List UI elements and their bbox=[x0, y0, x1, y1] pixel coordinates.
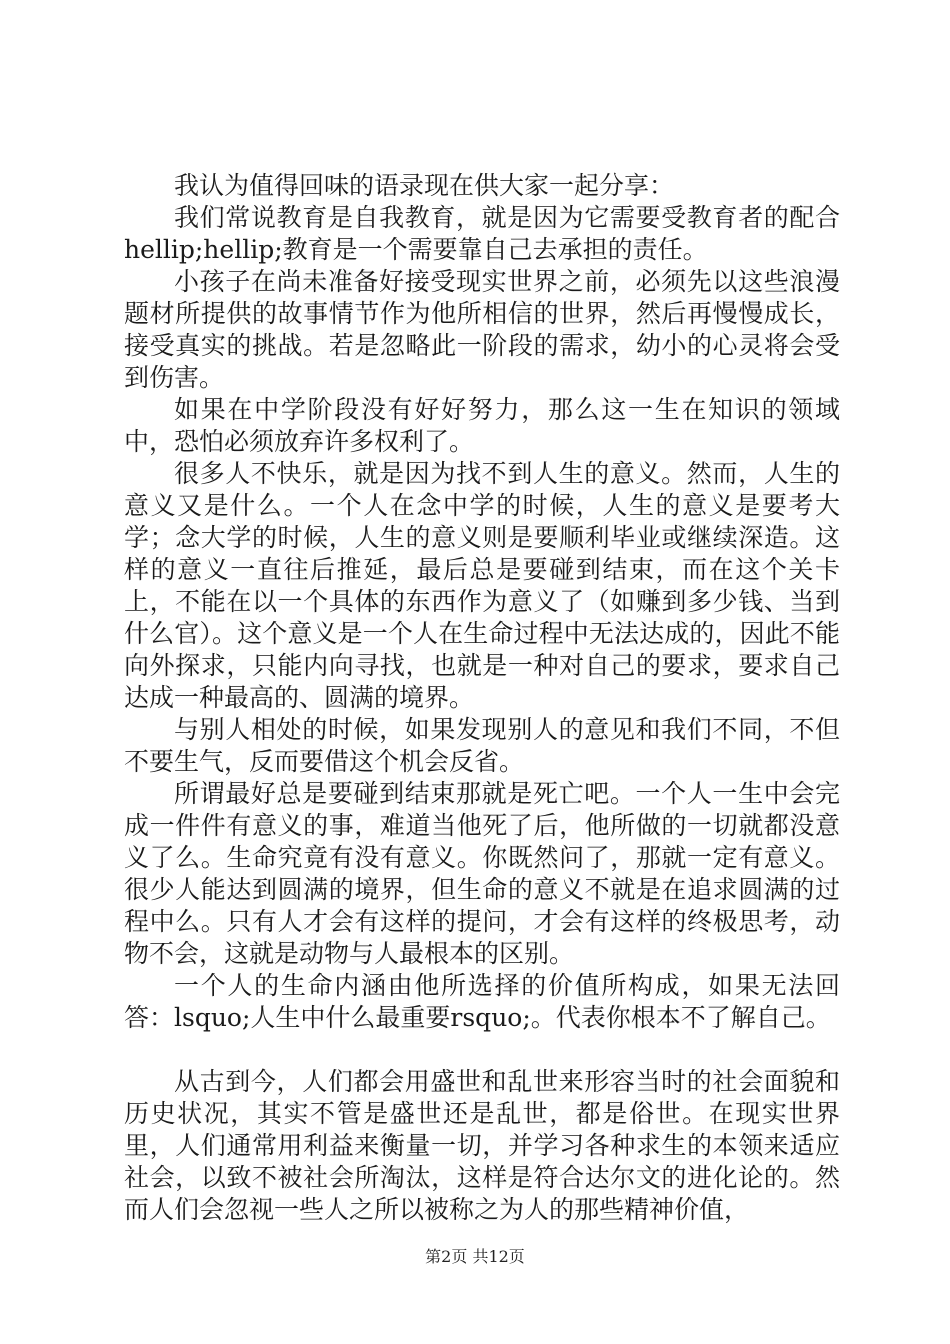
paragraph-middle-school: 如果在中学阶段没有好好努力，那么这一生在知识的领域中，恐怕必须放弃许多权利了。 bbox=[124, 395, 840, 456]
paragraph-society: 从古到今，人们都会用盛世和乱世来形容当时的社会面貌和历史状况，其实不管是盛世还是乱世，都是俗世。在现实世界里，人们通常用利益来衡量一切，并学习各种求生的本领来适应社会，以致不被社会所淘汰，这样是符合达尔文的进化论的。然而人们会忽视一些人之所以被称之为人的那些精神价值， bbox=[124, 1067, 840, 1224]
paragraph-values: 一个人的生命内涵由他所选择的价值所构成，如果无法回答：lsquo;人生中什么最重要rsquo;。代表你根本不了解自己。 bbox=[124, 971, 840, 1032]
paragraph-children: 小孩子在尚未准备好接受现实世界之前，必须先以这些浪漫题材所提供的故事情节作为他所相信的世界，然后再慢慢成长，接受真实的挑战。若是忽略此一阶段的需求，幼小的心灵将会受到伤害。 bbox=[124, 267, 840, 392]
paragraph-intro: 我认为值得回味的语录现在供大家一起分享： bbox=[174, 171, 675, 200]
page-number-footer: 第2页 共12页 bbox=[425, 1247, 525, 1266]
paragraph-death: 所谓最好总是要碰到结束那就是死亡吧。一个人一生中会完成一件件有意义的事，难道当他死了后，他所做的一切就都没意义了么。生命究竟有没有意义。你既然问了，那就一定有意义。很少人能达到圆满的境界，但生命的意义不就是在追求圆满的过程中么。只有人才会有这样的提问，才会有这样的终极思考，动物不会，这就是动物与人最根本的区别。 bbox=[124, 779, 840, 968]
paragraph-getting-along: 与别人相处的时候，如果发现别人的意见和我们不同，不但不要生气，反而要借这个机会反省。 bbox=[124, 715, 840, 776]
document-body bbox=[124, 170, 840, 1226]
paragraph-meaning-of-life: 很多人不快乐，就是因为找不到人生的意义。然而，人生的意义又是什么。一个人在念中学的时候，人生的意义是要考大学；念大学的时候，人生的意义则是要顺利毕业或继续深造。这样的意义一直往后推延，最后总是要碰到结束，而在这个关卡上，不能在以一个具体的东西作为意义了（如赚到多少钱、当到什么官）。这个意义是一个人在生命过程中无法达成的，因此不能向外探求，只能内向寻找，也就是一种对自己的要求，要求自己达成一种最高的、圆满的境界。 bbox=[124, 459, 840, 712]
paragraph-education: 我们常说教育是自我教育，就是因为它需要受教育者的配合hellip;hellip;教育是一个需要靠自己去承担的责任。 bbox=[124, 203, 840, 264]
